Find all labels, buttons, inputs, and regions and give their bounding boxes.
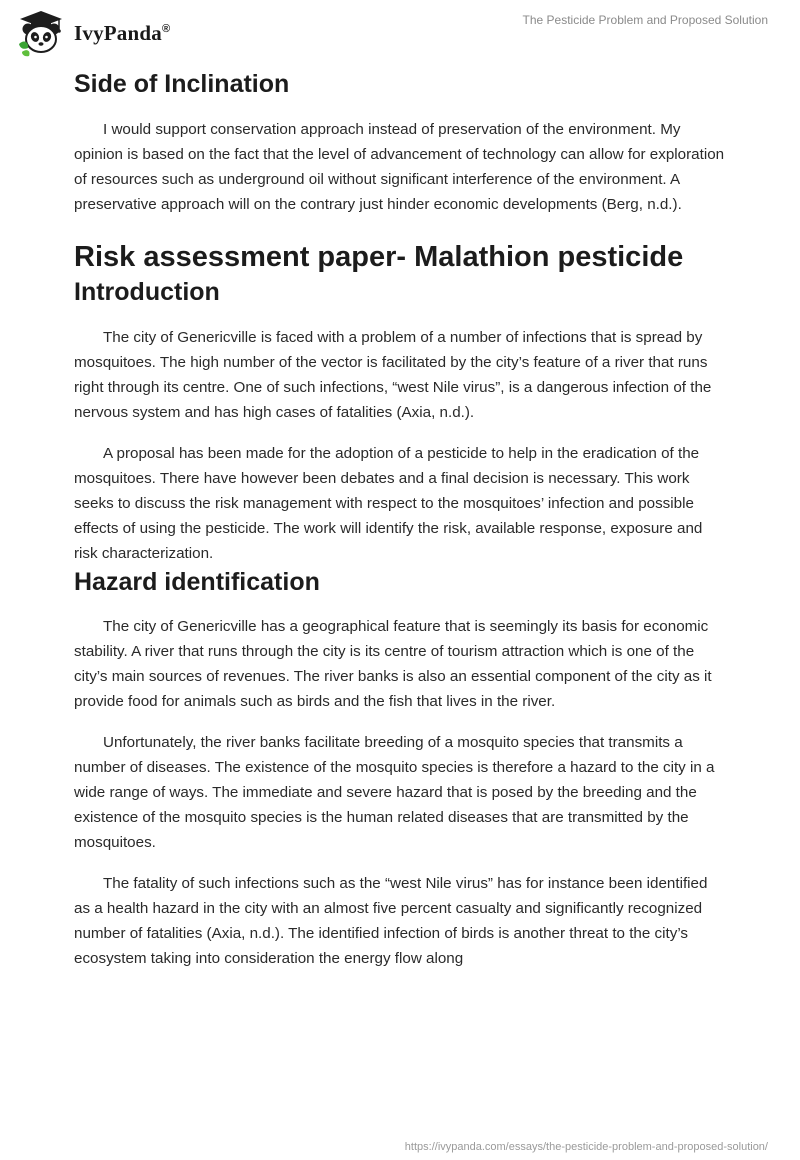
risk-assessment-title: Risk assessment paper- Malathion pesticide <box>74 240 684 273</box>
introduction-paragraph-1: The city of Genericville is faced with a problem of a number of infections that is spread by mosquitoes. The high number of the vector is facilitated by the city’s feature of a river that runs right through its centre. One of such infections, “west Nile virus”, is a dangerous infection of the nervous system and has high cases of fatalities (Axia, n.d.). <box>74 328 712 421</box>
document-title: The Pesticide Problem and Proposed Solution <box>522 13 768 27</box>
introduction-paragraph-2: A proposal has been made for the adoption of a pesticide to help in the eradication of the mosquitoes. There have however been debates and a final decision is necessary. This work seeks to discuss the risk management with respect to the mosquitoes’ infection and possible effects of using the pesticide. The work will identify the risk, available response, exposure and risk characterization. <box>74 444 703 562</box>
hazard-paragraph-1: The city of Genericville has a geographical feature that is seemingly its basis for economic stability. A river that runs through the city is its centre of tourism attraction which is one of the city’s main sources of revenues. The river banks is also an essential component of the city as it provide food for animals such as birds and the fish that lives in the river. <box>74 618 712 711</box>
ivypanda-logo[interactable] <box>16 8 170 58</box>
side-of-inclination-heading: Side of Inclination <box>74 70 290 98</box>
essay-content <box>74 68 726 971</box>
brand-name: IvyPanda® <box>74 20 171 45</box>
hazard-paragraph-3: The fatality of such infections such as the “west Nile virus” has for instance been identified as a health hazard in the city with an almost five percent casualty and significantly recognized number of fatalities (Axia, n.d.). The identified infection of birds is another threat to the city’s ecosystem taking into consideration the energy flow along <box>74 875 708 968</box>
introduction-heading: Introduction <box>74 278 220 307</box>
side-of-inclination-paragraph: I would support conservation approach instead of preservation of the environment. My opinion is based on the fact that the level of advancement of technology can allow for exploration of resources such as underground oil without significant interference of the environment. A preservative approach will on the contrary just hinder economic developments (Berg, n.d.). <box>74 120 725 213</box>
hazard-identification-heading: Hazard identification <box>74 567 320 596</box>
page-header <box>0 0 800 64</box>
hazard-paragraph-2: Unfortunately, the river banks facilitate breeding of a mosquito species that transmits a number of diseases. The existence of the mosquito species is therefore a hazard to the city in a wide range of ways. The immediate and severe hazard that is posed by the breeding and the existence of the mosquito species is the human related diseases that are transmitted by the mosquitoes. <box>74 734 715 852</box>
panda-graduate-icon <box>16 8 66 58</box>
source-url[interactable]: https://ivypanda.com/essays/the-pesticide-problem-and-proposed-solution/ <box>404 1141 768 1153</box>
